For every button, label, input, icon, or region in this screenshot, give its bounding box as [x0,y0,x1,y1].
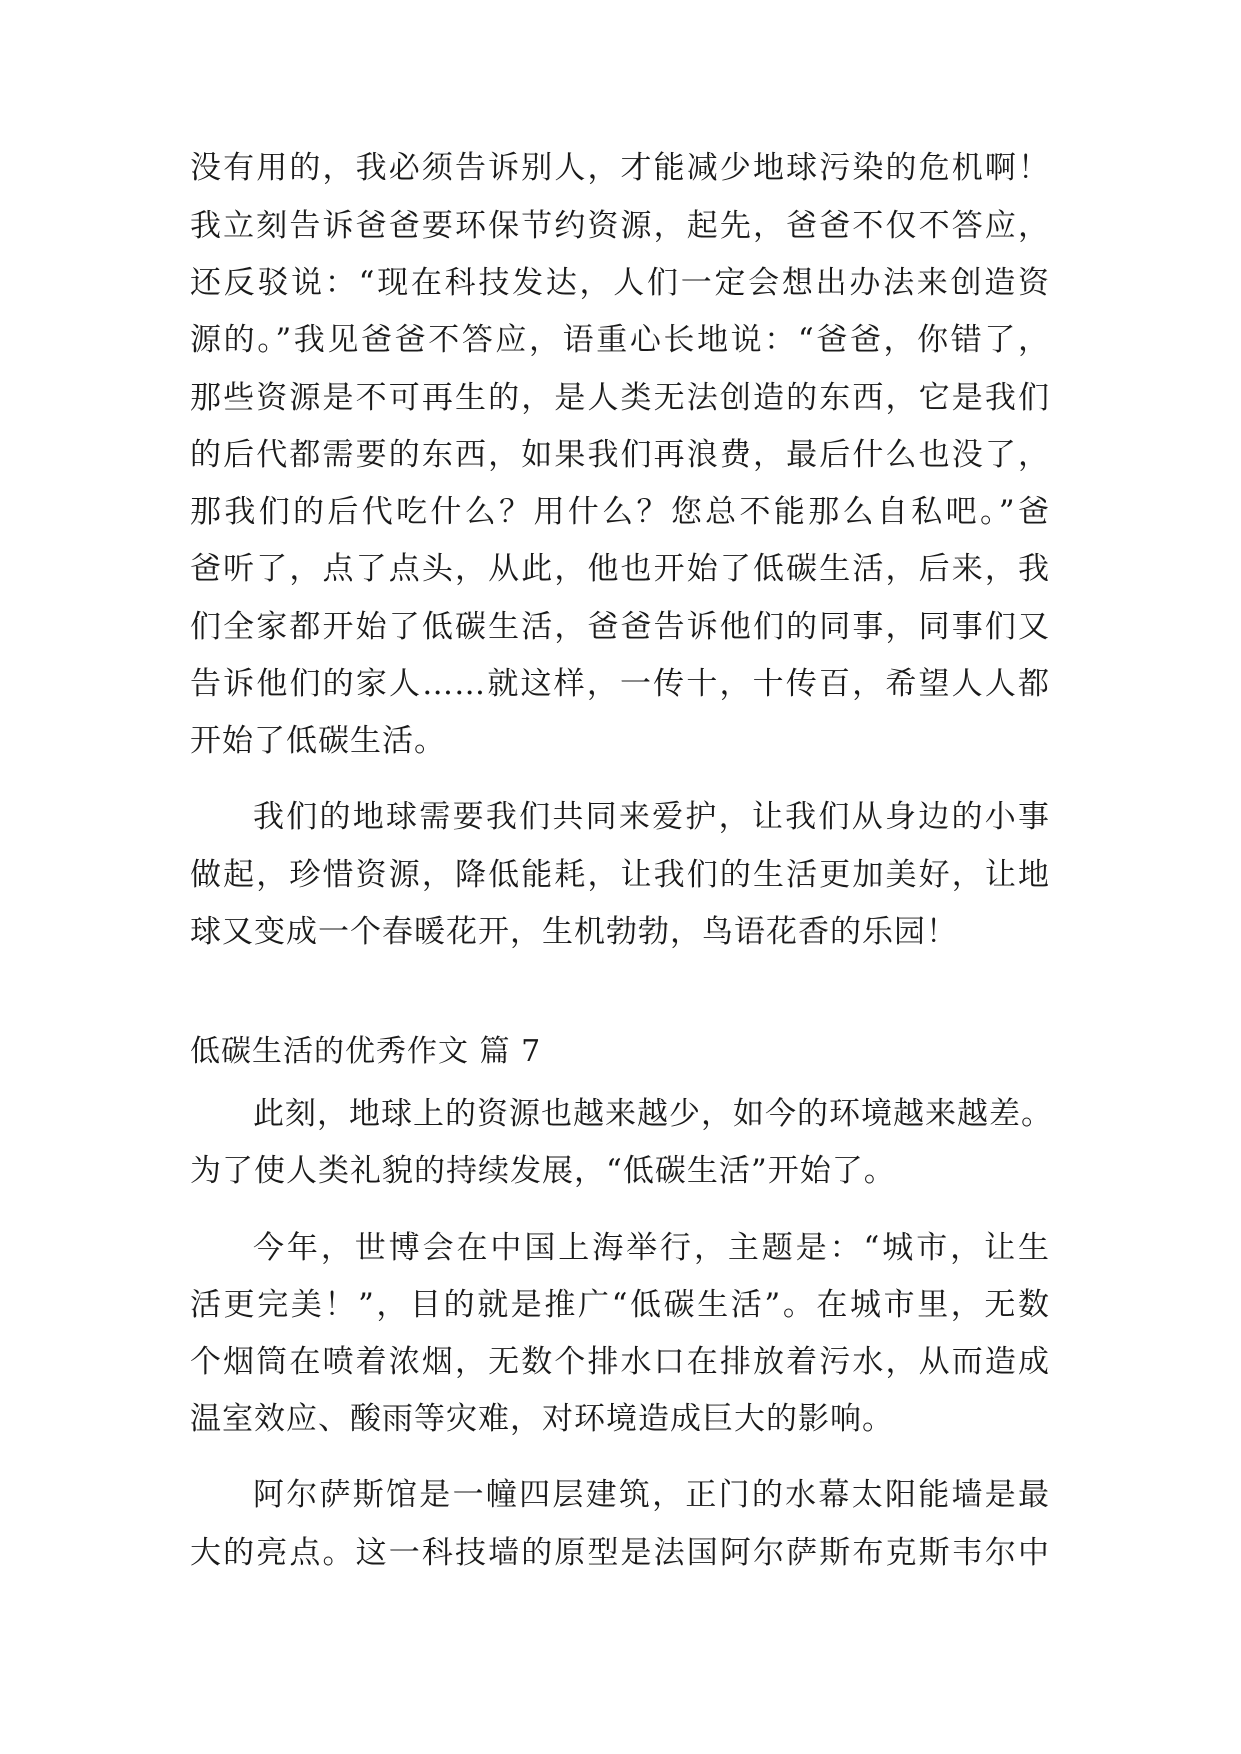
paragraph-line: 今年，世博会在中国上海举行，主题是：“城市，让生 [253,1230,1050,1266]
paragraph-line: 开始了低碳生活。 [190,723,446,759]
paragraph-line: 那我们的后代吃什么？用什么？您总不能那么自私吧。”爸 [190,494,1050,530]
section-heading: 低碳生活的优秀作文 篇 7 [190,1034,542,1069]
paragraph-line: 我们的地球需要我们共同来爱护，让我们从身边的小事 [253,799,1050,835]
paragraph-line: 爸听了，点了点头，从此，他也开始了低碳生活，后来，我 [190,551,1050,587]
paragraph-line: 告诉他们的家人……就这样，一传十，十传百，希望人人都 [190,666,1050,702]
paragraph-line: 我立刻告诉爸爸要环保节约资源，起先，爸爸不仅不答应， [190,208,1050,244]
paragraph-line: 没有用的，我必须告诉别人，才能减少地球污染的危机啊！ [190,150,1050,186]
paragraph-line: 还反驳说：“现在科技发达，人们一定会想出办法来创造资 [190,265,1050,301]
paragraph-line: 温室效应、酸雨等灾难，对环境造成巨大的影响。 [190,1401,894,1437]
paragraph-line: 那些资源是不可再生的，是人类无法创造的东西，它是我们 [190,380,1050,416]
paragraph-line: 做起，珍惜资源，降低能耗，让我们的生活更加美好，让地 [190,857,1050,893]
paragraph-line: 活更完美！”，目的就是推广“低碳生活”。在城市里，无数 [190,1287,1050,1323]
paragraph-line: 的后代都需要的东西，如果我们再浪费，最后什么也没了， [190,437,1050,473]
paragraph-line: 们全家都开始了低碳生活，爸爸告诉他们的同事，同事们又 [190,609,1050,645]
paragraph-line: 球又变成一个春暖花开，生机勃勃，鸟语花香的乐园！ [190,914,958,950]
paragraph-line: 大的亮点。这一科技墙的原型是法国阿尔萨斯布克斯韦尔中 [190,1535,1050,1571]
paragraph-line: 阿尔萨斯馆是一幢四层建筑，正门的水幕太阳能墙是最 [253,1477,1050,1513]
paragraph-line: 个烟筒在喷着浓烟，无数个排水口在排放着污水，从而造成 [190,1344,1050,1380]
paragraph-line: 为了使人类礼貌的持续发展，“低碳生活”开始了。 [190,1153,896,1189]
paragraph-line: 此刻，地球上的资源也越来越少，如今的环境越来越差。 [253,1096,1053,1132]
paragraph-line: 源的。”我见爸爸不答应，语重心长地说：“爸爸，你错了， [190,322,1050,358]
